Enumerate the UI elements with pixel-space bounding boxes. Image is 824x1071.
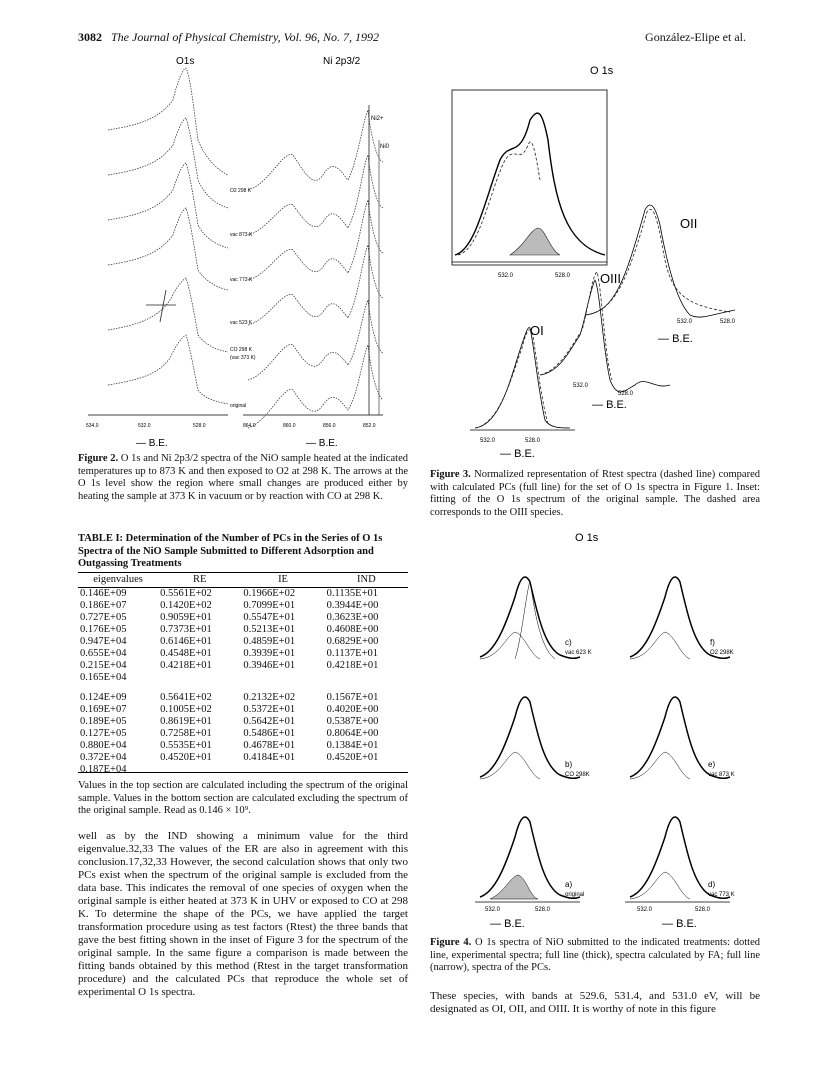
oI-tick-1: 532.0 [480,438,496,444]
inset-tick-2: 528.0 [555,273,571,279]
cell: 0.4218E+01 [160,660,212,671]
oII-label: OII [680,216,698,231]
figure-4-title: O 1s [575,532,599,544]
panel-b-id: b) [565,760,573,769]
table-row [78,600,408,612]
panel-f-id: f) [710,638,715,647]
cell: 0.1567E+01 [326,692,379,703]
cell: 0.4520E+01 [160,752,212,763]
cell: 0.127E+05 [80,728,127,739]
cell: 0.9059E+01 [160,612,212,623]
cell: 0.5387E+00 [326,716,379,727]
be-label-right: — B.E. [306,438,338,449]
tick-d-1: 532.0 [637,907,653,913]
table-row [78,672,408,684]
oIII-tick-1: 532.0 [573,383,589,389]
figure-3-caption-text: Normalized representation of Rtest spectra (dashed line) compared with calculated PCs (full line) for the set of O 1s spectra in Figure 1. Inset: fitting of the O 1s spectrum of the original sample. The dashed area corresponds to the OIII species. [430,469,760,518]
cell: 0.5486E+01 [243,728,296,739]
running-header [78,30,379,45]
ni2-label: Ni2+ [371,116,384,122]
cell: 0.187E+04 [80,764,127,775]
cell: 0.5372E+01 [243,704,296,715]
cell: 0.4520E+01 [326,752,379,763]
trace-label-vac773: vac 773 K [230,277,253,283]
ni-traces [248,110,383,428]
table-row [78,752,408,764]
cell: 0.176E+05 [80,624,127,635]
ni0-label: Ni0 [380,144,390,150]
oI-label: OI [530,323,544,338]
figure-2-caption [78,453,408,503]
trace-label-vac373: (vac 373 K) [230,355,256,361]
col-re: RE [158,573,241,588]
cell: 0.4020E+00 [326,704,379,715]
cell: 0.124E+09 [80,692,127,703]
oII-curve [585,205,735,317]
col-ie: IE [241,573,324,588]
panel-a-id: a) [565,880,573,889]
tick-a-1: 532.0 [485,907,501,913]
cell: 0.2132E+02 [243,692,296,703]
cell: 0.8064E+00 [326,728,379,739]
figure-3-caption-label: Figure 3. [430,469,471,480]
table-row [78,764,408,776]
cell: 0.169E+07 [80,704,127,715]
figure-3 [430,50,760,470]
tick-a-2: 528.0 [535,907,551,913]
figure-2-plot [78,50,408,450]
be-label-d: — B.E. [662,918,697,930]
cell: 0.7099E+01 [243,600,296,611]
table-1 [78,573,408,776]
oIII-be-label: — B.E. [592,399,627,411]
table-bottom-rule [78,772,408,773]
o1s-label: O1s [176,56,195,67]
tick-left-3: 528.0 [193,423,206,429]
tick-right-4: 852.0 [363,423,376,429]
panel-c-label: vac 623 K [565,650,592,656]
cell: 0.372E+04 [80,752,127,763]
cell: 0.3946E+01 [243,660,296,671]
cell: 0.215E+04 [80,660,127,671]
be-label-a: — B.E. [490,918,525,930]
cell: 0.165E+04 [80,672,127,683]
cell: 0.3623E+00 [326,612,379,623]
journal-name: The Journal of Physical Chemistry, Vol. 96, No. 7, 1992 [111,30,379,44]
inset-tick-1: 532.0 [498,273,514,279]
cell: 0.4859E+01 [243,636,296,647]
cell: 0.6829E+00 [326,636,379,647]
col-eigenvalues: eigenvalues [78,573,158,588]
cell: 0.7258E+01 [160,728,212,739]
body-text-left: well as by the IND showing a minimum value for the third eigenvalue.32,33 The values of the ER are also in agreement with this conclusion.17,32,33 However, the second calculation shows that only two PCs exist when the spectrum of the original sample is excluded from the data base. This indicates the removal of one species of oxygen when the original sample is either heated at 373 K in UHV or exposed to CO at 298 K. To determine the shape of the PCs, we have applied the target transformation procedure using as test factors (Rtest) the three bands that gave the best fitting shown in the inset of Figure 3 for the spectrum of the original sample. In the same figure a comparison is made between the fitting bands obtained by this method (Rtest in the target transformation procedure) and the calculated PCs that reproduce the whole set of experimental O 1s spectra. [78,830,408,998]
cell: 0.1384E+01 [326,740,379,751]
cell: 0.1966E+02 [243,588,296,599]
cell: 0.4678E+01 [243,740,296,751]
table-footnote: Values in the top section are calculated including the spectrum of the original sample. Values in the bottom section are calculated excluding the spectrum of the original sample. Read as 0.146 × 10⁹. [78,780,408,816]
inset-curves [455,113,605,255]
trace-label-original: original [230,403,247,409]
cell: 0.8619E+01 [160,716,212,727]
panel-e-id: e) [708,760,716,769]
table-row [78,716,408,728]
cell: 0.5535E+01 [160,740,212,751]
table-row [78,588,408,601]
table-row [78,648,408,660]
tick-left-2: 532.0 [138,423,151,429]
figure-4-plot [430,527,760,932]
table-row [78,704,408,716]
figure-3-title: O 1s [590,65,614,77]
panel-c-id: c) [565,638,572,647]
table-1-title: TABLE I: Determination of the Number of PCs in the Series of O 1s Spectra of the NiO Sample Submitted to Different Adsorption and Outgassing Treatments [78,533,383,569]
tick-left-1: 534.0 [86,423,99,429]
cell: 0.4184E+01 [243,752,296,763]
cell: 0.5641E+02 [160,692,212,703]
table-separator [78,684,408,692]
be-label-left: — B.E. [136,438,168,449]
author-header: González-Elipe et al. [645,30,746,44]
oIII-curve [540,272,670,392]
cell: 0.5547E+01 [243,612,296,623]
trace-label-vac873: vac 873 K [230,232,253,238]
figure-2-caption-text: O 1s and Ni 2p3/2 spectra of the NiO sample heated at the indicated temperatures up to 873 K and then exposed to O2 at 298 K. The arrows at the O 1s level show the region where small changes are produced either by heating the sample at 373 K in vacuum or by reaction with CO at 298 K. [78,453,408,502]
cell: 0.5561E+02 [160,588,212,599]
oI-curve [475,327,570,428]
panel-d-label: vac 773 K [708,892,735,898]
oI-be-label: — B.E. [500,448,535,460]
cell: 0.4608E+00 [326,624,379,635]
cell: 0.1137E+01 [326,648,378,659]
cell: 0.655E+04 [80,648,127,659]
cell: 0.1005E+02 [160,704,212,715]
trace-label-vac523: vac 523 K [230,320,253,326]
table-row [78,740,408,752]
panel-d-id: d) [708,880,716,889]
cell: 0.6146E+01 [160,636,212,647]
table-row [78,692,408,704]
cell: 0.947E+04 [80,636,127,647]
table-header-row [78,573,408,588]
o1s-traces [108,68,228,404]
panel-f-label: O2 298K [710,650,734,656]
cell: 0.7373E+01 [160,624,212,635]
figure-2-caption-label: Figure 2. [78,453,119,464]
cell: 0.5642E+01 [243,716,296,727]
figure-4 [430,527,760,932]
cell: 0.186E+07 [80,600,127,611]
cell: 0.3939E+01 [243,648,296,659]
figure-3-caption [430,469,760,519]
panel-f [630,577,730,659]
cell: 0.1420E+02 [160,600,212,611]
oIII-tick-2: 528.0 [618,391,634,397]
cell: 0.880E+04 [80,740,127,751]
figure-2 [78,50,408,450]
panel-e-label: vac 873 K [708,772,735,778]
table-row [78,636,408,648]
oII-tick-1: 532.0 [677,319,693,325]
tick-right-3: 856.0 [323,423,336,429]
figure-3-plot [430,50,760,470]
cell: 0.3944E+00 [326,600,379,611]
body-text-right: These species, with bands at 529.6, 531.4, and 531.0 eV, will be designated as OI, OII, and OIII. It is worthy of note in this figure [430,990,760,1015]
figure-4-caption [430,937,760,975]
oII-be-label: — B.E. [658,333,693,345]
tick-right-2: 860.0 [283,423,296,429]
cell: 0.727E+05 [80,612,127,623]
cell: 0.4218E+01 [326,660,379,671]
tick-d-2: 528.0 [695,907,711,913]
col-ind: IND [325,573,408,588]
oI-tick-2: 528.0 [525,438,541,444]
panel-a-label: original [565,892,585,898]
table-row [78,728,408,740]
table-row [78,660,408,672]
table-row [78,612,408,624]
figure-4-caption-text: O 1s spectra of NiO submitted to the indicated treatments: dotted line, experimental spectra; full line (thick), spectra calculated by FA; full line (narrow), spectra of the PCs. [430,937,760,973]
panel-curves [480,577,730,899]
cell: 0.189E+05 [80,716,127,727]
trace-label-co: CO 298 K [230,347,252,353]
ni-label: Ni 2p3/2 [323,56,361,67]
page-number: 3082 [78,30,102,44]
table-row [78,624,408,636]
oII-tick-2: 528.0 [720,319,736,325]
figure-4-caption-label: Figure 4. [430,937,472,948]
trace-label-o2: O2 298 K [230,188,252,194]
tick-right-1: 864.0 [243,423,256,429]
cell: 0.4548E+01 [160,648,212,659]
cell: 0.146E+09 [80,588,127,599]
cell: 0.1135E+01 [326,588,378,599]
cell: 0.5213E+01 [243,624,296,635]
oIII-label: OIII [600,271,621,286]
panel-b-label: CO 298K [565,772,590,778]
